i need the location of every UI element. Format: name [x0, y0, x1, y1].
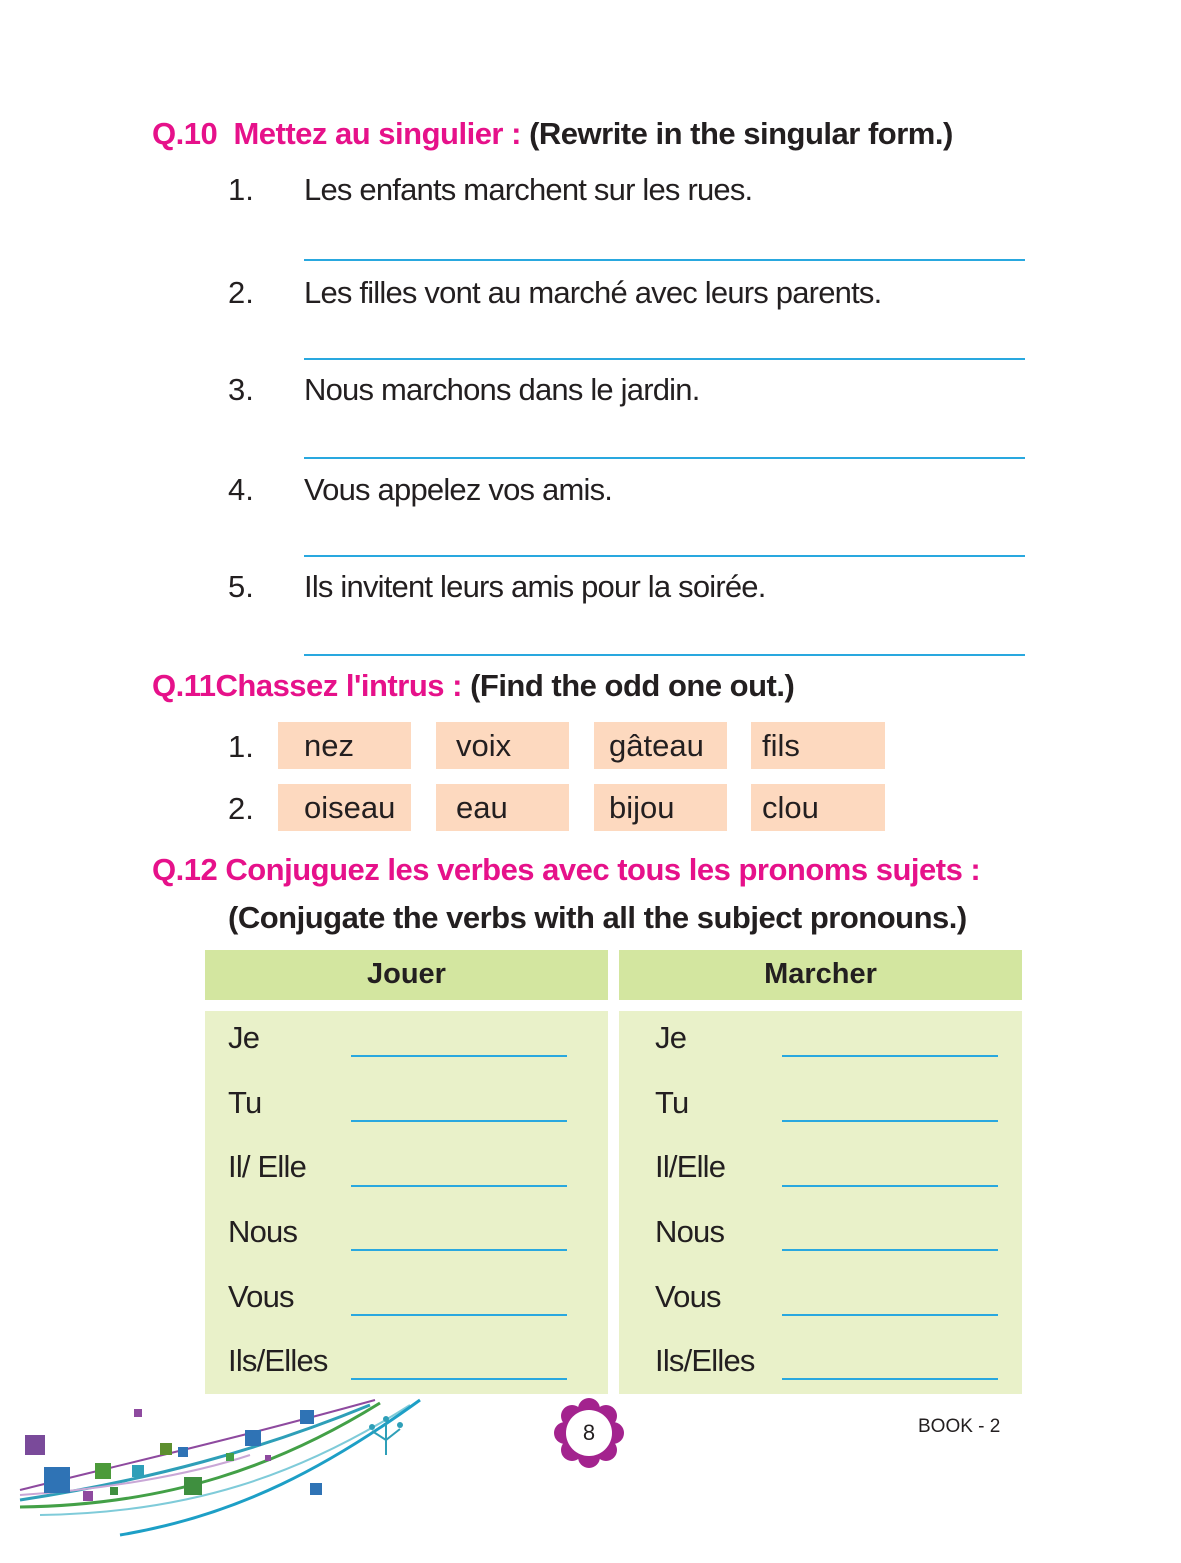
- q10-number: Q.10: [152, 116, 218, 151]
- q11-title-en: (Find the odd one out.): [470, 668, 795, 703]
- pronoun-label: Vous: [655, 1279, 721, 1314]
- conjugation-answer-line[interactable]: [782, 1055, 998, 1057]
- q10-item-number: 2.: [228, 275, 254, 310]
- q10-item-text: Ils invitent leurs amis pour la soirée.: [304, 569, 766, 604]
- decorative-swoosh-graphic: [0, 1395, 430, 1545]
- pronoun-label: Ils/Elles: [228, 1343, 328, 1378]
- table-body: [205, 1011, 608, 1394]
- word-chip[interactable]: eau: [436, 784, 569, 831]
- answer-line[interactable]: [304, 555, 1025, 557]
- pronoun-label: Vous: [228, 1279, 294, 1314]
- conjugation-answer-line[interactable]: [782, 1314, 998, 1316]
- conjugation-answer-line[interactable]: [351, 1314, 567, 1316]
- q11-heading: [152, 668, 794, 704]
- q10-title-fr: Mettez au singulier :: [233, 116, 521, 151]
- q10-item-text: Vous appelez vos amis.: [304, 472, 613, 507]
- pronoun-label: Il/ Elle: [228, 1149, 307, 1184]
- word-chip[interactable]: oiseau: [278, 784, 411, 831]
- q10-title-en: (Rewrite in the singular form.): [529, 116, 953, 151]
- conjugation-answer-line[interactable]: [351, 1055, 567, 1057]
- q11-row-number: 1.: [228, 729, 254, 764]
- q10-heading: [152, 116, 953, 152]
- word-chip[interactable]: clou: [751, 784, 885, 831]
- book-label: BOOK - 2: [918, 1416, 1001, 1437]
- q10-item-number: 3.: [228, 372, 254, 407]
- conjugation-answer-line[interactable]: [782, 1378, 998, 1380]
- q10-item-number: 1.: [228, 172, 254, 207]
- pronoun-label: Nous: [655, 1214, 725, 1249]
- answer-line[interactable]: [304, 259, 1025, 261]
- conjugation-answer-line[interactable]: [351, 1249, 567, 1251]
- answer-line[interactable]: [304, 654, 1025, 656]
- q10-item-text: Nous marchons dans le jardin.: [304, 372, 700, 407]
- pronoun-label: Tu: [655, 1085, 689, 1120]
- pronoun-label: Ils/Elles: [655, 1343, 755, 1378]
- pronoun-label: Tu: [228, 1085, 262, 1120]
- conjugation-answer-line[interactable]: [351, 1120, 567, 1122]
- answer-line[interactable]: [304, 457, 1025, 459]
- pronoun-label: Je: [655, 1020, 687, 1055]
- pronoun-label: Je: [228, 1020, 260, 1055]
- word-chip[interactable]: fils: [751, 722, 885, 769]
- answer-line[interactable]: [304, 358, 1025, 360]
- q11-number: Q.11: [152, 668, 216, 703]
- word-chip[interactable]: bijou: [594, 784, 727, 831]
- conjugation-answer-line[interactable]: [782, 1249, 998, 1251]
- conjugation-answer-line[interactable]: [351, 1378, 567, 1380]
- q11-title-fr: Chassez l'intrus :: [215, 668, 462, 703]
- word-chip[interactable]: gâteau: [594, 722, 727, 769]
- table-body: [619, 1011, 1022, 1394]
- q10-item-number: 5.: [228, 569, 254, 604]
- pronoun-label: Il/Elle: [655, 1149, 726, 1184]
- q11-row-number: 2.: [228, 791, 254, 826]
- q10-item-text: Les enfants marchent sur les rues.: [304, 172, 753, 207]
- q12-heading: [152, 852, 980, 888]
- conjugation-answer-line[interactable]: [782, 1185, 998, 1187]
- conjugation-answer-line[interactable]: [351, 1185, 567, 1187]
- q12-title-fr: Conjuguez les verbes avec tous les pronoms sujets :: [225, 852, 981, 887]
- q10-item-number: 4.: [228, 472, 254, 507]
- q12-number: Q.12: [152, 852, 218, 887]
- word-chip[interactable]: nez: [278, 722, 411, 769]
- q12-title-en: (Conjugate the verbs with all the subject pronouns.): [228, 900, 967, 935]
- word-chip[interactable]: voix: [436, 722, 569, 769]
- table-header-verb: Marcher: [619, 950, 1022, 1000]
- conjugation-answer-line[interactable]: [782, 1120, 998, 1122]
- table-header-verb: Jouer: [205, 950, 608, 1000]
- page-number: 8: [582, 1420, 596, 1445]
- pronoun-label: Nous: [228, 1214, 298, 1249]
- q10-item-text: Les filles vont au marché avec leurs parents.: [304, 275, 882, 310]
